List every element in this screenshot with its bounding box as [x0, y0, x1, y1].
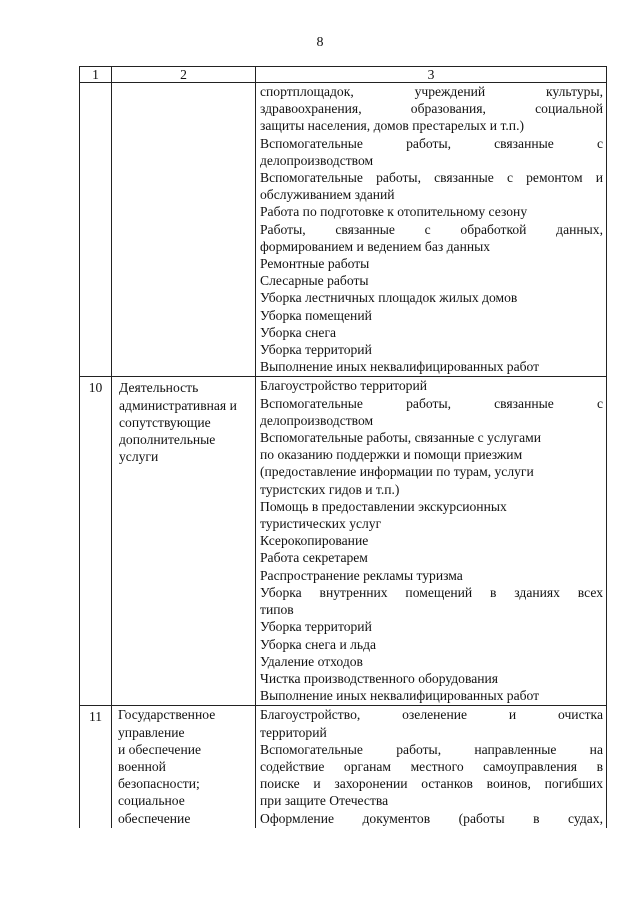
table-row — [80, 377, 607, 706]
work-item-line: туристских гидов и т.п.) — [260, 481, 400, 497]
work-item-line: спортплощадок, учреждений культуры, — [260, 84, 603, 99]
work-item-line: Благоустройство территорий — [260, 378, 428, 394]
work-item-line: Уборка помещений — [260, 307, 372, 323]
work-item-line: Уборка территорий — [260, 342, 372, 358]
work-item-line: поиске и захоронении останков воинов, погибших — [260, 776, 603, 792]
header-col-2: 2 — [112, 67, 256, 83]
table-row — [80, 83, 607, 377]
table-row — [80, 706, 607, 828]
work-item-line: Уборка внутренних помещений в зданиях всех — [260, 584, 603, 600]
work-item-line: Помощь в предоставлении экскурсионных — [260, 498, 507, 514]
work-item-line: Вспомогательные работы, связанные с — [260, 395, 603, 411]
work-item-line: Вспомогательные работы, связанные с услугами — [260, 430, 541, 446]
work-item-line: Слесарные работы — [260, 273, 369, 289]
work-item-line: Работа секретарем — [260, 550, 368, 566]
work-item-line: делопроизводством — [260, 152, 374, 168]
activity-line: сопутствующие — [119, 414, 211, 430]
activity-line: административная и — [119, 397, 237, 413]
work-item-line: Уборка снега и льда — [260, 636, 377, 652]
work-item-line: типов — [260, 602, 294, 618]
activity-line: дополнительные — [119, 432, 216, 448]
work-item-line: здравоохранения, образования, социальной — [260, 101, 603, 117]
work-item-line: делопроизводством — [260, 412, 374, 428]
page-number: 8 — [316, 35, 324, 50]
work-item-line: Вспомогательные работы, направленные на — [260, 741, 603, 757]
work-item-line: формированием и ведением баз данных — [260, 238, 491, 254]
works-cell — [256, 706, 607, 828]
work-item-line: (предоставление информации по турам, услуги — [260, 464, 534, 480]
activity-cell — [112, 83, 256, 377]
work-item-line: туристических услуг — [260, 516, 382, 532]
work-item-line: содействие органам местного самоуправления в — [260, 758, 603, 774]
work-item-line: Ксерокопирование — [260, 533, 369, 549]
work-item-line: Выполнение иных неквалифицированных работ — [260, 688, 540, 704]
activity-line: военной — [118, 758, 166, 774]
activity-line: услуги — [119, 449, 159, 465]
work-item-line: Выполнение иных неквалифицированных работ — [260, 359, 540, 375]
works-cell — [256, 377, 607, 706]
works-cell — [256, 83, 607, 377]
activity-cell — [112, 377, 256, 706]
work-item-line: Уборка лестничных площадок жилых домов — [260, 290, 518, 306]
work-item-line: Уборка снега — [260, 324, 337, 340]
work-item-line: Работы, связанные с обработкой данных, — [260, 221, 603, 237]
work-item-line: Распространение рекламы туризма — [260, 567, 463, 583]
activity-line: социальное — [118, 793, 185, 809]
activity-line: управление — [118, 724, 185, 740]
activity-line: Государственное — [118, 707, 216, 723]
row-number: 10 — [80, 377, 112, 706]
work-item-line: Благоустройство, озеленение и очистка — [260, 707, 603, 723]
activity-line: и обеспечение — [118, 741, 202, 757]
work-item-line: территорий — [260, 724, 327, 740]
work-item-line: защиты населения, домов престарелых и т.п.) — [260, 118, 524, 134]
activity-cell — [112, 706, 256, 828]
work-item-line: Удаление отходов — [260, 653, 363, 669]
work-item-line: Работа по подготовке к отопительному сезону — [260, 204, 528, 220]
work-item-line: Чистка производственного оборудования — [260, 670, 499, 686]
work-item-line: Уборка территорий — [260, 619, 372, 635]
table-header-row — [80, 67, 607, 83]
row-number: 11 — [80, 706, 112, 828]
work-item-line: Ремонтные работы — [260, 256, 370, 272]
activity-line: безопасности; — [118, 776, 200, 792]
header-col-1: 1 — [80, 67, 112, 83]
work-item-line: Вспомогательные работы, связанные с — [260, 135, 603, 151]
activity-line: Деятельность — [119, 380, 199, 396]
activity-line: обеспечение — [118, 810, 191, 826]
work-item-line: Оформление документов (работы в судах, — [260, 810, 603, 826]
work-item-line: обслуживанием зданий — [260, 187, 395, 203]
row-number — [80, 83, 112, 377]
activities-table — [79, 66, 607, 828]
work-item-line: Вспомогательные работы, связанные с ремонтом и — [260, 170, 603, 186]
work-item-line: по оказанию поддержки и помощи приезжим — [260, 447, 523, 463]
work-item-line: при защите Отечества — [260, 793, 389, 809]
header-col-3: 3 — [256, 67, 607, 83]
